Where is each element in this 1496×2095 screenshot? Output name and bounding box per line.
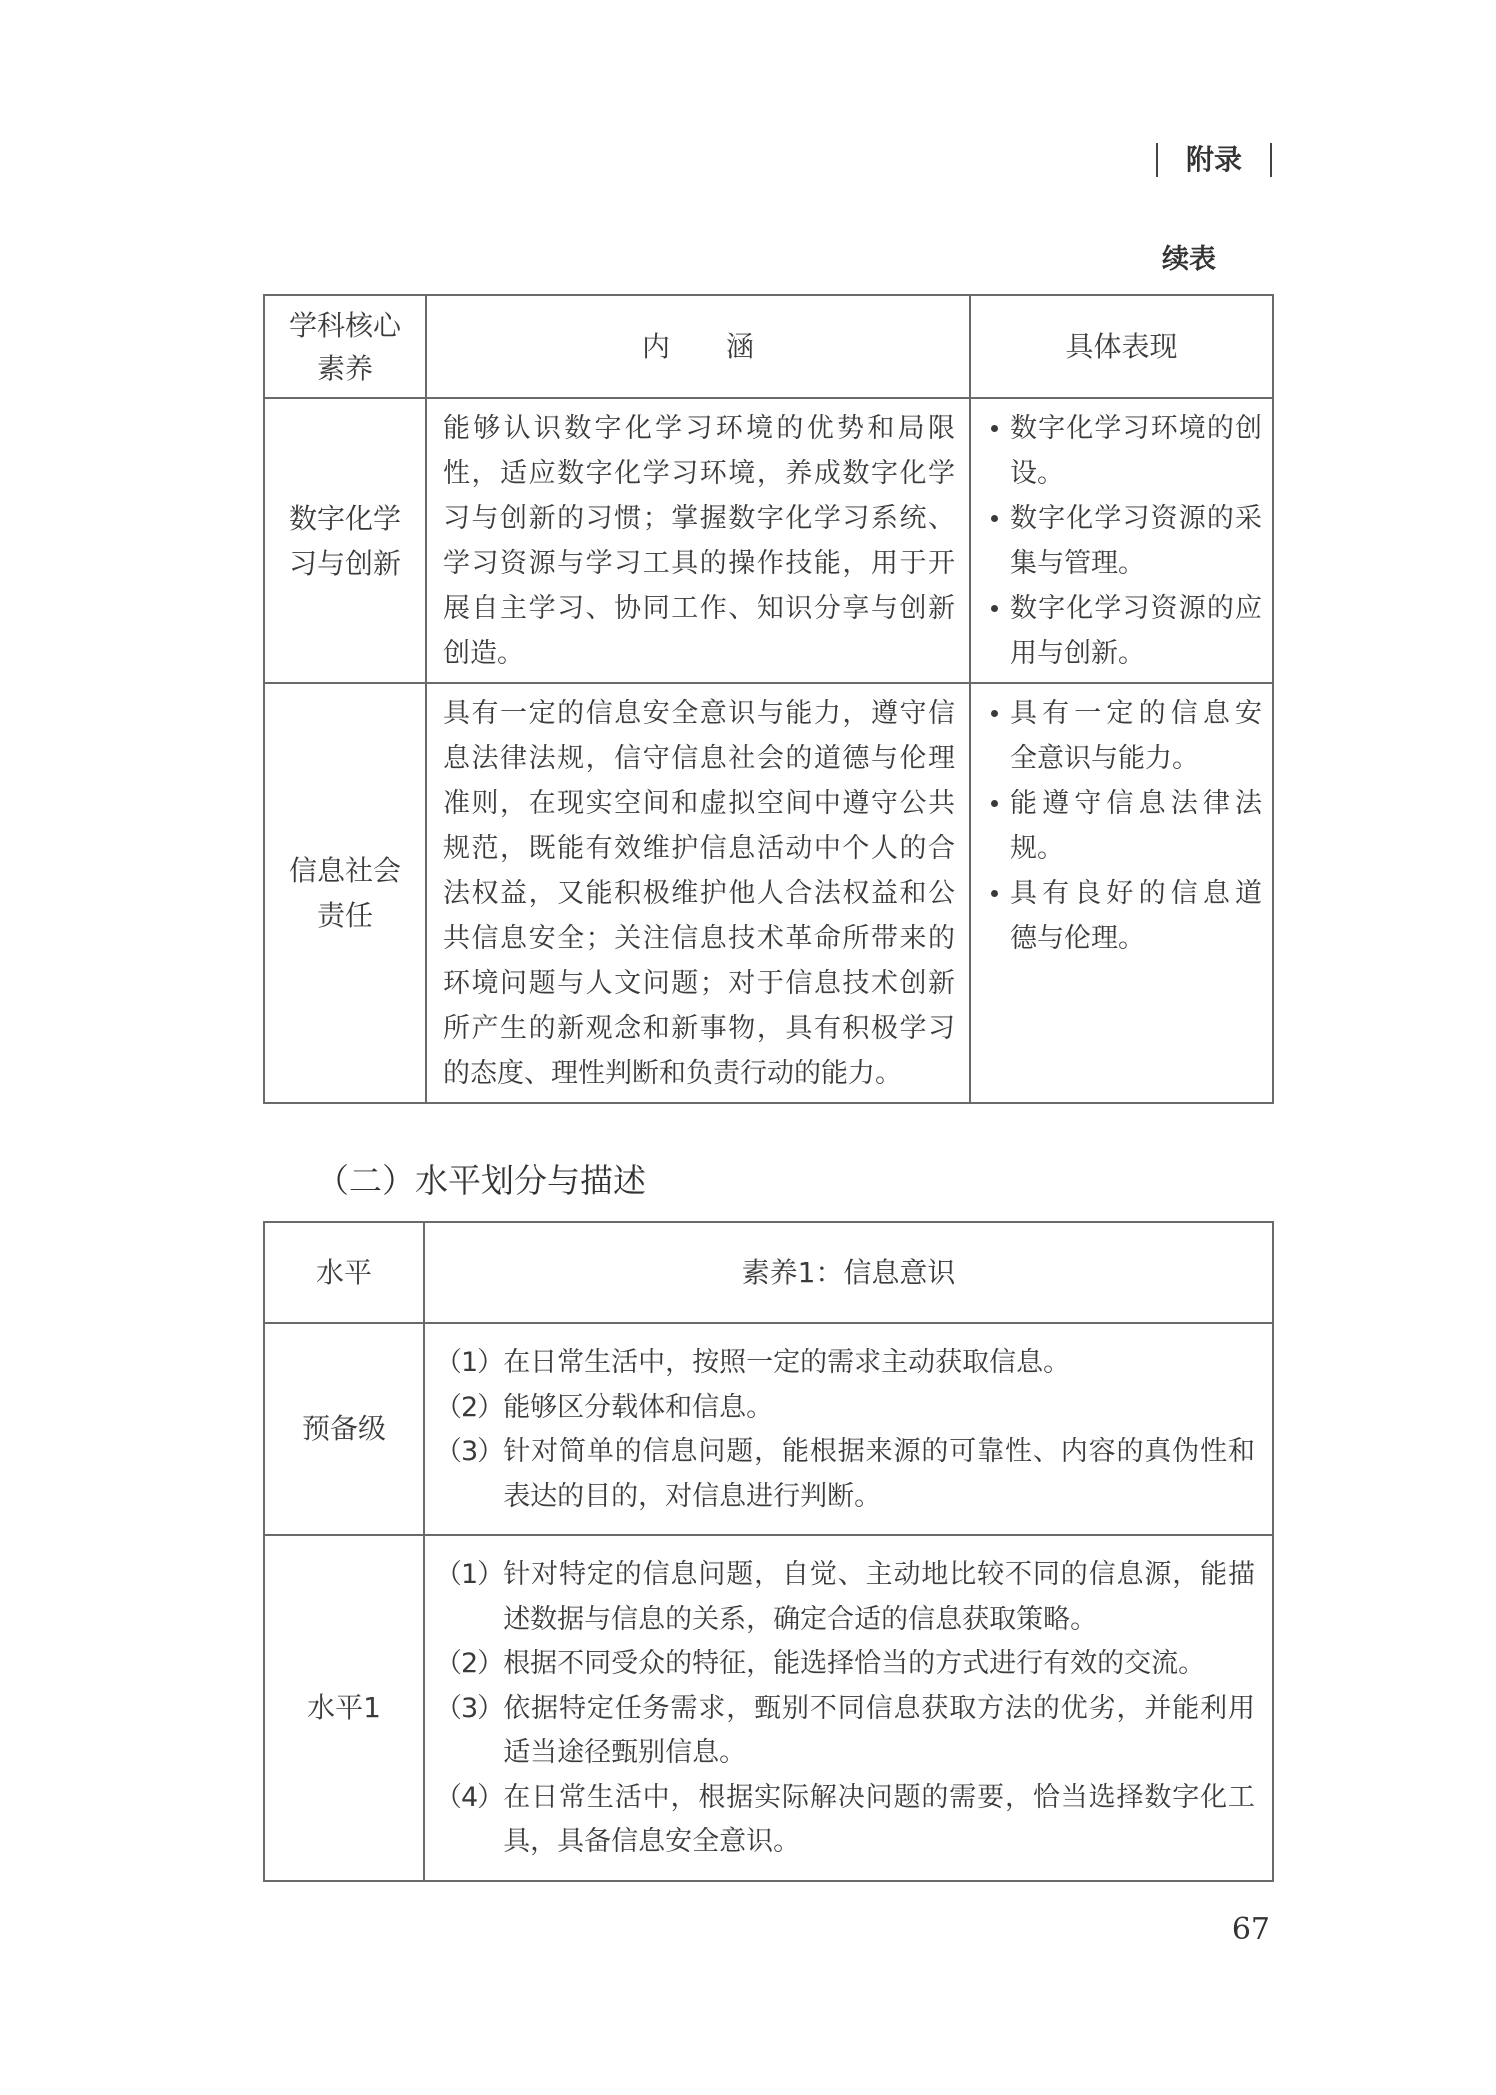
level-description-item (435, 1553, 1255, 1642)
item-line: 依据特定任务需求，甄别不同信息获取方法的优劣，并能利用 (503, 1692, 1255, 1724)
manifestation-item (985, 781, 1262, 871)
running-head (1156, 143, 1272, 177)
item-text (503, 1386, 1255, 1431)
item-number: （4） (435, 1781, 504, 1813)
level-description-item (435, 1430, 1255, 1519)
connotation-line: 共信息安全；关注信息技术革命所带来的 (443, 923, 955, 954)
core-literacy-cell (264, 398, 426, 683)
manifestation-cell (970, 683, 1273, 1103)
connotation-line: 环境问题与人文问题；对于信息技术创新 (443, 968, 955, 999)
connotation-line: 展自主学习、协同工作、知识分享与创新 (443, 593, 955, 624)
connotation-line: 的态度、理性判断和负责行动的能力。 (443, 1058, 902, 1089)
item-line: 述数据与信息的关系，确定合适的信息获取策略。 (503, 1603, 1098, 1635)
connotation-cell (426, 398, 970, 683)
bullet-icon (985, 781, 1010, 826)
manifestation-text (1010, 871, 1262, 961)
bullet-icon (985, 406, 1010, 451)
continued-table-label: 续表 (1162, 244, 1216, 275)
manifestation-line: 设。 (1010, 458, 1064, 489)
bullet-dot (991, 890, 998, 897)
manifestation-item (985, 586, 1262, 676)
item-number: （3） (435, 1436, 504, 1467)
item-number: （1） (435, 1559, 504, 1590)
core-literacy-name-line: 数字化学 (288, 501, 401, 535)
manifestation-cell (970, 398, 1273, 683)
table-row (264, 398, 1273, 683)
item-line: 能够区分载体和信息。 (503, 1391, 774, 1423)
item-text (503, 1341, 1255, 1386)
bullet-dot (991, 425, 998, 432)
item-line: 针对简单的信息问题，能根据来源的可靠性、内容的真伪性和 (503, 1436, 1255, 1467)
connotation-cell (426, 683, 970, 1103)
manifestation-line: 全意识与能力。 (1010, 743, 1199, 774)
item-line: 在日常生活中，按照一定的需求主动获取信息。 (503, 1347, 1071, 1378)
item-number: （3） (435, 1692, 504, 1724)
manifestation-line: 具有良好的信息道 (1010, 878, 1262, 909)
level-description-cell (424, 1535, 1273, 1881)
connotation-line: 所产生的新观念和新事物，具有积极学习 (443, 1013, 955, 1044)
core-literacy-name-line: 信息社会 (288, 854, 401, 887)
table-header-row (264, 295, 1273, 398)
manifestation-text (1010, 781, 1262, 871)
connotation-line: 法权益，又能积极维护他人合法权益和公 (443, 878, 955, 909)
manifestation-text (1010, 406, 1262, 496)
header-core-literacy-line: 学科核心 (288, 308, 401, 342)
section-heading: （二）水平划分与描述 (316, 1161, 646, 1200)
connotation-line: 学习资源与学习工具的操作技能，用于开 (443, 548, 955, 579)
item-line: 具，具备信息安全意识。 (503, 1826, 801, 1857)
connotation-line: 能够认识数字化学习环境的优势和局限 (443, 413, 955, 444)
header-connotation: 内 涵 (426, 295, 970, 398)
bullet-dot (991, 605, 998, 612)
level-description-item (435, 1642, 1255, 1687)
header-level: 水平 (264, 1222, 424, 1323)
item-line: 表达的目的，对信息进行判断。 (503, 1480, 882, 1512)
header-core-literacy-line: 素养 (316, 351, 373, 385)
manifestation-line: 具有一定的信息安 (1010, 698, 1262, 729)
connotation-line: 具有一定的信息安全意识与能力，遵守信 (443, 698, 955, 729)
manifestation-text (1010, 691, 1262, 781)
level-description-item (435, 1386, 1255, 1431)
item-line: 适当途径甄别信息。 (503, 1737, 747, 1768)
item-number: （2） (435, 1648, 504, 1679)
level-cell: 水平1 (264, 1535, 424, 1881)
bullet-dot (991, 800, 998, 807)
table-row (264, 1323, 1273, 1535)
page-number: 67 (1231, 1912, 1270, 1947)
connotation-line: 息法律法规，信守信息社会的道德与伦理 (443, 743, 955, 774)
header-manifestation: 具体表现 (970, 295, 1273, 398)
manifestation-item (985, 496, 1262, 586)
manifestation-line: 德与伦理。 (1010, 923, 1145, 954)
bullet-dot (991, 515, 998, 522)
bullet-icon (985, 691, 1010, 736)
table-row (264, 1535, 1273, 1881)
level-description-cell (424, 1323, 1273, 1535)
core-literacy-name-line: 习与创新 (288, 546, 401, 580)
connotation-line: 习与创新的习惯；掌握数字化学习系统、 (443, 503, 955, 534)
connotation-line: 准则，在现实空间和虚拟空间中遵守公共 (443, 788, 955, 819)
item-text (503, 1642, 1255, 1687)
manifestation-item (985, 871, 1262, 961)
level-description-table (263, 1221, 1274, 1882)
level-description-item (435, 1341, 1255, 1386)
core-literacy-table (263, 294, 1274, 1104)
manifestation-item (985, 406, 1262, 496)
table-header-row (264, 1222, 1273, 1323)
bullet-icon (985, 496, 1010, 541)
item-text (503, 1687, 1255, 1776)
manifestation-line: 集与管理。 (1010, 548, 1145, 579)
manifestation-line: 用与创新。 (1010, 638, 1145, 669)
item-text (503, 1776, 1255, 1865)
connotation-line: 规范，既能有效维护信息活动中个人的合 (443, 833, 955, 864)
item-text (503, 1553, 1255, 1642)
manifestation-line: 数字化学习环境的创 (1010, 413, 1262, 444)
core-literacy-table-body (264, 398, 1273, 1103)
manifestation-line: 能遵守信息法律法 (1010, 788, 1262, 819)
level-description-item (435, 1687, 1255, 1776)
header-literacy: 素养1：信息意识 (424, 1222, 1273, 1323)
manifestation-text (1010, 496, 1262, 586)
level-description-item (435, 1776, 1255, 1865)
bullet-icon (985, 871, 1010, 916)
item-line: 在日常生活中，根据实际解决问题的需要，恰当选择数字化工 (503, 1781, 1255, 1813)
item-line: 根据不同受众的特征，能选择恰当的方式进行有效的交流。 (503, 1648, 1206, 1679)
running-head-label: 附录 (1185, 143, 1242, 176)
manifestation-line: 数字化学习资源的应 (1010, 593, 1262, 624)
item-number: （2） (435, 1391, 504, 1423)
core-literacy-cell (264, 683, 426, 1103)
core-literacy-name-line: 责任 (316, 899, 373, 932)
header-core-literacy (264, 295, 426, 398)
item-line: 针对特定的信息问题，自觉、主动地比较不同的信息源，能描 (503, 1559, 1255, 1590)
manifestation-line: 规。 (1010, 833, 1064, 864)
item-number: （1） (435, 1347, 504, 1378)
connotation-line: 创造。 (443, 638, 524, 669)
table-row (264, 683, 1273, 1103)
bullet-icon (985, 586, 1010, 631)
manifestation-text (1010, 586, 1262, 676)
level-cell: 预备级 (264, 1323, 424, 1535)
manifestation-line: 数字化学习资源的采 (1010, 503, 1262, 534)
level-description-table-body (264, 1323, 1273, 1881)
item-text (503, 1430, 1255, 1519)
connotation-line: 性，适应数字化学习环境，养成数字化学 (443, 458, 955, 489)
manifestation-item (985, 691, 1262, 781)
bullet-dot (991, 710, 998, 717)
